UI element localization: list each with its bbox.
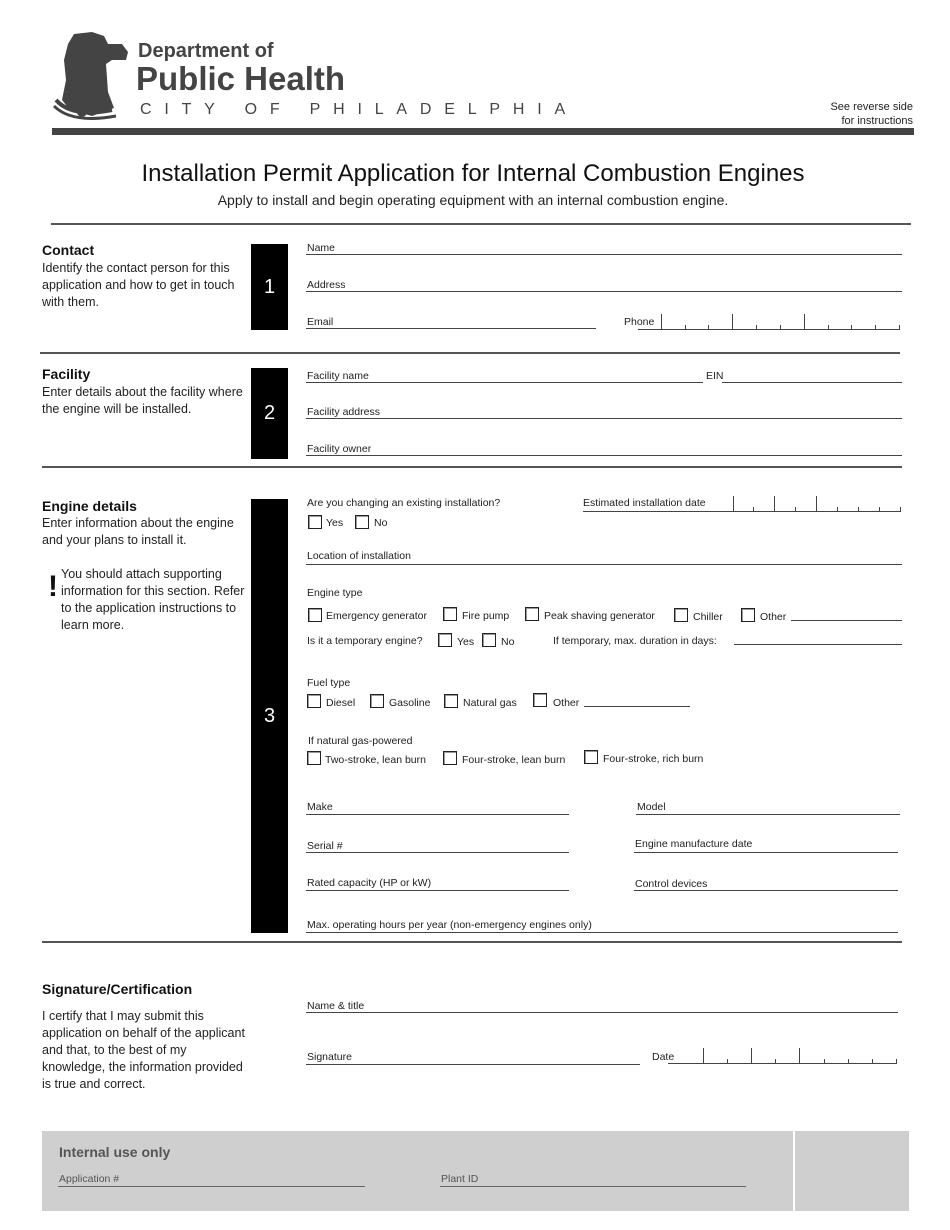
reverse-note-line2: for instructions <box>841 115 913 127</box>
section-number-2: 2 <box>251 368 288 459</box>
fire-pump-checkbox[interactable] <box>443 607 457 621</box>
email-field[interactable] <box>306 328 596 329</box>
ein-field[interactable] <box>722 382 902 383</box>
max-hours-label: Max. operating hours per year (non-emergency engines only) <box>307 919 592 931</box>
divider <box>40 352 900 354</box>
city-name: CITY OF PHILADELPHIA <box>140 101 578 118</box>
emergency-generator-label: Emergency generator <box>326 610 427 622</box>
four-stroke-rich-checkbox[interactable] <box>584 750 598 764</box>
application-number-label: Application # <box>59 1173 120 1185</box>
name-title-label: Name & title <box>307 1000 365 1012</box>
facility-title: Facility <box>42 366 91 382</box>
peak-shaving-label: Peak shaving generator <box>544 610 655 622</box>
location-field[interactable] <box>306 564 902 565</box>
changing-yes-label: Yes <box>326 517 344 529</box>
name-field[interactable] <box>306 254 902 255</box>
internal-use-divider <box>793 1131 795 1211</box>
reverse-note <box>830 100 913 128</box>
facility-owner-field[interactable] <box>306 455 902 456</box>
changing-no-checkbox[interactable] <box>355 515 369 529</box>
control-devices-label: Control devices <box>635 878 708 890</box>
location-label: Location of installation <box>307 550 411 562</box>
name-title-field[interactable] <box>306 1012 898 1013</box>
other-fuel-field[interactable] <box>584 706 690 707</box>
section-number-3: 3 <box>251 499 288 933</box>
signature-field[interactable] <box>306 1064 640 1065</box>
divider <box>51 223 911 225</box>
control-devices-field[interactable] <box>634 890 898 891</box>
facility-name-label: Facility name <box>307 370 369 382</box>
section-number-1: 1 <box>251 244 288 330</box>
temporary-yes-label: Yes <box>457 636 475 648</box>
plant-id-label: Plant ID <box>441 1173 479 1185</box>
four-stroke-lean-label: Four-stroke, lean burn <box>462 754 566 766</box>
contact-desc: Identify the contact person for this application and how to get in touch with them. <box>42 261 235 309</box>
other-type-label: Other <box>760 611 787 623</box>
mfg-date-field[interactable] <box>634 852 898 853</box>
engine-title: Engine details <box>42 498 137 514</box>
engine-note: You should attach supporting information for this section. Refer to the application instructions to learn more. <box>61 567 245 632</box>
address-field[interactable] <box>306 291 902 292</box>
temporary-yes-checkbox[interactable] <box>438 633 452 647</box>
est-date-field[interactable] <box>583 496 901 512</box>
gasoline-checkbox[interactable] <box>370 694 384 708</box>
address-label: Address <box>307 279 346 291</box>
capacity-label: Rated capacity (HP or kW) <box>307 877 432 889</box>
facility-address-label: Facility address <box>307 406 380 418</box>
application-number-field[interactable] <box>58 1186 365 1187</box>
other-type-checkbox[interactable] <box>741 608 755 622</box>
other-fuel-checkbox[interactable] <box>533 693 547 707</box>
liberty-bell-icon <box>52 30 130 122</box>
make-field[interactable] <box>306 814 569 815</box>
changing-yes-checkbox[interactable] <box>308 515 322 529</box>
diesel-label: Diesel <box>326 697 356 709</box>
natural-gas-checkbox[interactable] <box>444 694 458 708</box>
signature-desc: I certify that I may submit this application on behalf of the applicant and that, to the best of my knowledge, the information provided is true and correct. <box>42 1009 245 1091</box>
facility-name-field[interactable] <box>306 382 703 383</box>
page-title: Installation Permit Application for Internal Combustion Engines <box>141 160 805 187</box>
make-label: Make <box>307 801 333 813</box>
signature-label: Signature <box>307 1051 352 1063</box>
other-fuel-label: Other <box>553 697 580 709</box>
fuel-type-label: Fuel type <box>307 677 351 689</box>
internal-use-panel <box>42 1131 909 1211</box>
mfg-date-label: Engine manufacture date <box>635 838 753 850</box>
date-field[interactable] <box>668 1048 897 1064</box>
divider <box>42 466 902 468</box>
phone-field[interactable] <box>638 314 900 330</box>
max-hours-field[interactable] <box>306 932 898 933</box>
chiller-checkbox[interactable] <box>674 608 688 622</box>
header-bar <box>52 128 914 135</box>
temporary-duration-label: If temporary, max. duration in days: <box>553 635 717 647</box>
diesel-checkbox[interactable] <box>307 694 321 708</box>
changing-question: Are you changing an existing installation? <box>307 497 501 509</box>
temporary-question: Is it a temporary engine? <box>307 635 423 647</box>
two-stroke-lean-checkbox[interactable] <box>307 751 321 765</box>
other-type-field[interactable] <box>791 620 902 621</box>
ein-label: EIN <box>706 370 724 382</box>
phone-label: Phone <box>624 316 655 328</box>
capacity-field[interactable] <box>306 890 569 891</box>
email-label: Email <box>307 316 334 328</box>
temporary-no-checkbox[interactable] <box>482 633 496 647</box>
department-label: Department of <box>138 40 274 62</box>
name-label: Name <box>307 242 336 254</box>
contact-title: Contact <box>42 242 95 258</box>
serial-field[interactable] <box>306 852 569 853</box>
facility-desc: Enter details about the facility where the engine will be installed. <box>42 385 243 416</box>
four-stroke-rich-label: Four-stroke, rich burn <box>603 753 704 765</box>
peak-shaving-checkbox[interactable] <box>525 607 539 621</box>
natural-gas-subtype-label: If natural gas-powered <box>308 735 413 747</box>
natural-gas-label: Natural gas <box>463 697 517 709</box>
internal-use-title: Internal use only <box>59 1144 171 1160</box>
emergency-generator-checkbox[interactable] <box>308 608 322 622</box>
temporary-duration-field[interactable] <box>734 644 902 645</box>
model-field[interactable] <box>636 814 900 815</box>
est-date-label: Estimated installation date <box>583 497 706 509</box>
agency-name: Public Health <box>136 60 346 97</box>
changing-no-label: No <box>374 517 388 529</box>
four-stroke-lean-checkbox[interactable] <box>443 751 457 765</box>
date-label: Date <box>652 1051 675 1063</box>
facility-owner-label: Facility owner <box>307 443 372 455</box>
serial-label: Serial # <box>307 840 343 852</box>
gasoline-label: Gasoline <box>389 697 431 709</box>
engine-desc: Enter information about the engine and your plans to install it. <box>42 516 234 547</box>
model-label: Model <box>637 801 666 813</box>
warning-icon: ! <box>48 570 58 603</box>
divider <box>42 941 902 943</box>
two-stroke-lean-label: Two-stroke, lean burn <box>325 754 426 766</box>
page-subtitle: Apply to install and begin operating equipment with an internal combustion engine. <box>217 192 729 208</box>
signature-title: Signature/Certification <box>42 981 193 997</box>
fire-pump-label: Fire pump <box>462 610 510 622</box>
reverse-note-line1: See reverse side <box>830 101 913 113</box>
engine-type-label: Engine type <box>307 587 363 599</box>
facility-address-field[interactable] <box>306 418 902 419</box>
chiller-label: Chiller <box>693 611 723 623</box>
plant-id-field[interactable] <box>440 1186 746 1187</box>
temporary-no-label: No <box>501 636 515 648</box>
